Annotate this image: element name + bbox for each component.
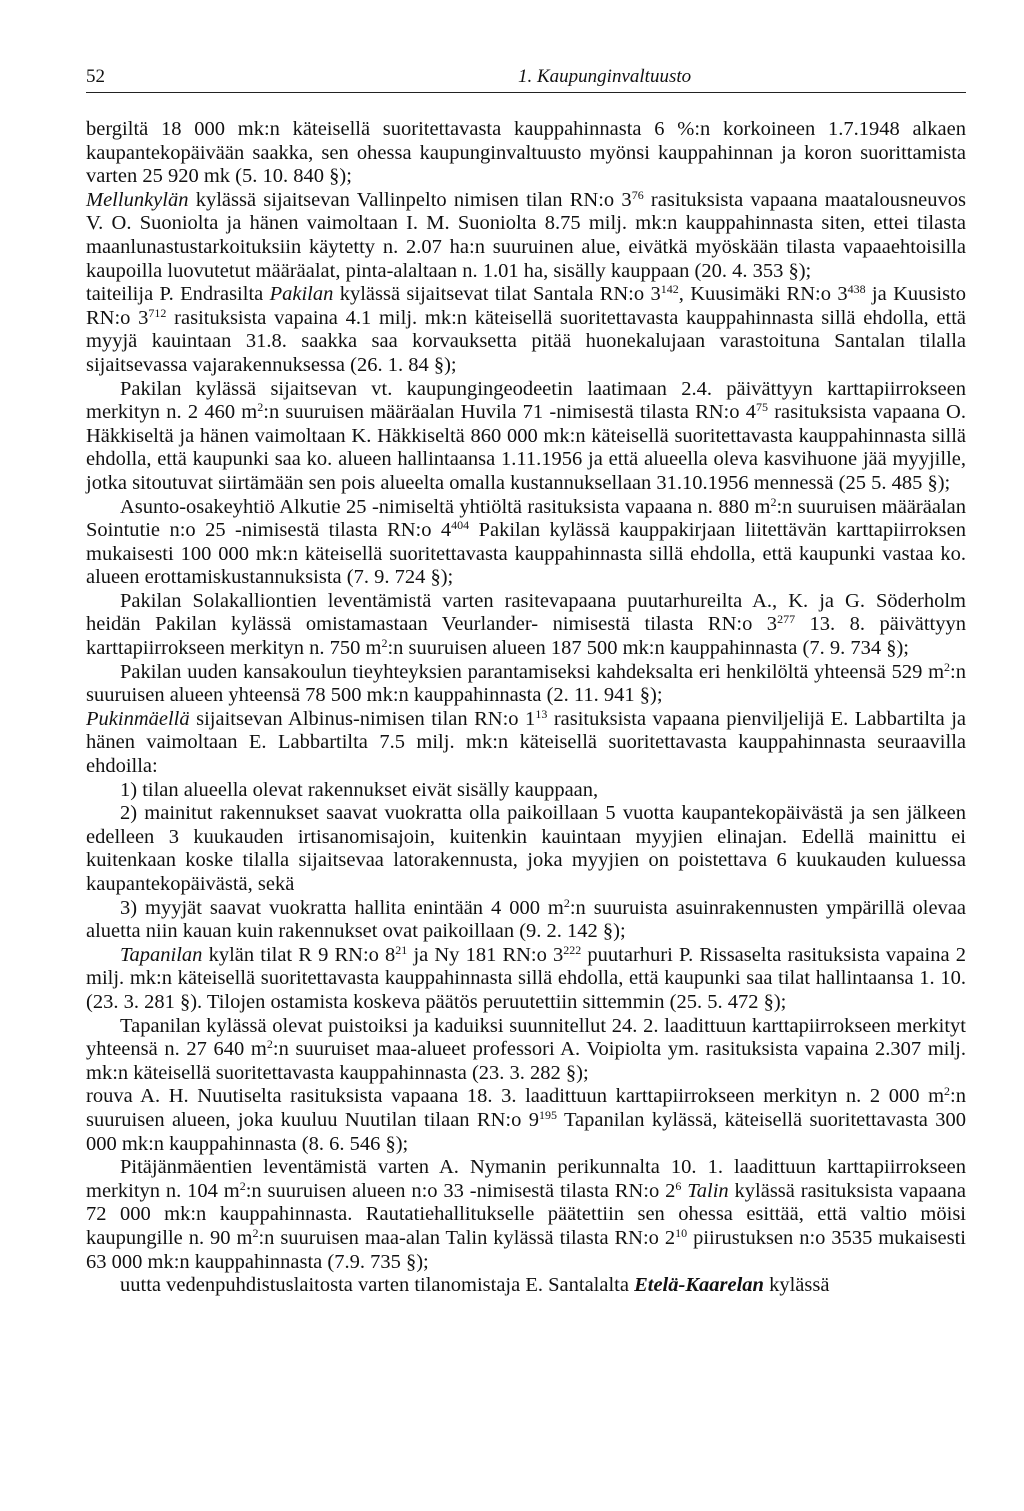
paragraph: Pakilan Solakalliontien leventämistä varten rasitevapaana puutarhureilta A., K. ja G. Söderholm heidän Pakilan kylässä omistamastaan Veurlander- nimisestä tilasta RN:o $3^{277}$ 13. 8. päivättyyn karttapiirrokseen merkityn n. 750 $m^2:n$ suuruisen alueen 187 500 mk:n kauppahinnasta (7. 9. 734 §); [86,589,966,660]
paragraph: uutta vedenpuhdistuslaitosta varten tilanomistaja E. Santalalta Etelä-Kaarelan kylässä [120,1274,830,1297]
paragraph: Tapanilan kylän tilat R 9 RN:o $8^{21}$ ja Ny 181 RN:o $3^{222}$ puutarhuri P. Rissaselta rasituksista vapaina 2 milj. mk:n käteisellä suoritettavasta kauppahinnasta sillä ehdolla, että kaupunki saa tilat hallintaansa 1. 10. (23. 3. 281 §). Tilojen ostamista koskeva päätös peruutettiin sittemmin (25. 5. 472 §); [86,942,966,1013]
paragraph: Pakilan kylässä sijaitsevan vt. kaupungingeodeetin laatimaan 2.4. päivättyyn karttapiirrokseen merkityn n. 2 460 $m^2:n$ suuruisen määräalan Huvila 71 -nimisestä tilasta RN:o $4^{75}$ rasituksista vapaana O. Häkkiseltä ja hänen vaimoltaan K. Häkkiseltä 860 000 mk:n käteisellä suoritettavasta kauppahinnasta sillä ehdolla, että kaupunki saa ko. alueen hallintaansa 1.11.1956 ja että alueella oleva kasvihuone jää myyjille, jotka sitoutuvat siirtämään sen pois alueelta omalla kustannuksellaan 31.10.1956 mennessä (25 5. 485 §); [86,377,966,494]
paragraph: Pakilan uuden kansakoulun tieyhteyksien parantamiseksi kahdeksalta eri henkilöltä yhteensä 529 $m^2:n$ suuruisen alueen yhteensä 78 500 mk:n kauppahinnasta (2. 11. 941 §); [86,659,966,707]
running-title: 1. Kaupunginvaltuusto [518,66,692,87]
paragraph: rouva A. H. Nuutiselta rasituksista vapaana 18. 3. laadittuun karttapiirrokseen merkityn n. 2 000 $m^2:n$ suuruisen alueen, joka kuuluu Nuutilan tilaan RN:o $9^{195}$ Tapanilan kylässä, käteisellä suoritettavasta 300 000 mk:n kauppahinnasta (8. 6. 546 §); [86,1084,966,1155]
list-item: 3) myyjät saavat vuokratta hallita enintään 4 000 $m^2:n$ suuruista asuinrakennusten ympärillä olevaa aluetta niin kauan kuin rakennukset ovat paikoillaan (9. 2. 142 §); [86,895,966,943]
paragraph: taiteilija P. Endrasilta Pakilan kylässä sijaitsevat tilat Santala RN:o $3^{142}$, Kuusimäki RN:o $3^{438}$ ja Kuusisto RN:o $3^{712}$ rasituksista vapaina 4.1 milj. mk:n käteisellä suoritettavasta kauppahinnasta sillä ehdolla, että myyjä kauintaan 31.8. saakka saa korvauksetta pitää huonekalujaan varastoituna Santalan tilalla sijaitsevassa vajarakennuksessa (26. 1. 84 §); [86,282,966,376]
paragraph: Tapanilan kylässä olevat puistoiksi ja kaduiksi suunnitellut 24. 2. laadittuun karttapiirrokseen merkityt yhteensä n. 27 640 $m^2:n$ suuruiset maa-alueet professori A. Voipiolta ym. rasituksista vapaina 2.307 milj. mk:n käteisellä suoritettavasta kauppahinnasta (23. 3. 282 §); [86,1014,966,1084]
paragraph: Asunto-osakeyhtiö Alkutie 25 -nimiseltä yhtiöltä rasituksista vapaana n. 880 $m^2:n$ suuruisen määräalan Sointutie n:o 25 -nimisestä tilasta RN:o $4^{404}$ Pakilan kylässä kauppakirjaan liitettävän karttapiirroksen mukaisesti 100 000 mk:n käteisellä suoritettavasta kauppahinnasta sillä ehdolla, että kaupunki vastaa ko. alueen erottamiskustannuksista (7. 9. 724 §); [86,494,966,589]
page-number: 52 [86,66,105,87]
paragraph: Pitäjänmäentien leventämistä varten A. Nymanin perikunnalta 10. 1. laadittuun karttapiirrokseen merkityn n. 104 $m^2:n$ suuruisen alueen n:o 33 -nimisestä tilasta RN:o $2^6$ Talin kylässä rasituksista vapaana 72 000 mk:n kauppahinnasta. Rautatiehallitukselle päätettiin sen ohessa esittää, että valtio möisi kaupungille n. 90 $m^2:n$ suuruisen maa-alan Talin kylässä tilasta RN:o $2^{10}$ piirustuksen n:o 3535 mukaisesti 63 000 mk:n kauppahinnasta (7.9. 735 §); [86,1156,967,1273]
body-text [86,118,966,1298]
paragraph: Mellunkylän kylässä sijaitsevan Vallinpelto nimisen tilan RN:o $3^{76}$ rasituksista vapaana maatalousneuvos V. O. Suoniolta ja hänen vaimoltaan I. M. Suoniolta 8.75 milj. mk:n kauppahinnasta siten, ettei tilasta maanlunastustarkoituksiin käytetty n. 2.07 ha:n suuruinen alue, eivätkä myöskään tilasta vapaaehtoisilla kaupoilla luovutetut määräalat, pinta-alaltaan n. 1.01 ha, sisälly kauppaan (20. 4. 353 §); [86,187,966,282]
page-header [86,58,966,93]
list-item: 2) mainitut rakennukset saavat vuokratta olla paikoillaan 5 vuotta kaupantekopäivästä ja sen jälkeen edelleen 3 kuukauden irtisanomisajoin, kuitenkin kauintaan myyjien elinajan. Edellä mainittu ei kuitenkaan koske tilalla sijaitsevaa latorakennusta, joka myyjien on poistettava 6 kuukauden kuluessa kaupantekopäivästä, sekä [86,802,966,895]
paragraph: Pukinmäellä sijaitsevan Albinus-nimisen tilan RN:o $1^{13}$ rasituksista vapaana pienviljelijä E. Labbartilta ja hänen vaimoltaan E. Labbartilta 7.5 milj. mk:n käteisellä suoritettavasta kauppahinnasta seuraavilla ehdoilla: [86,706,966,778]
list-item: 1) tilan alueella olevat rakennukset eivät sisälly kauppaan, [120,778,599,801]
paragraph: bergiltä 18 000 mk:n käteisellä suoritettavasta kauppahinnasta 6 %:n korkoineen 1.7.1948 alkaen kaupantekopäivään saakka, sen ohessa kaupunginvaltuusto myönsi kauppahinnan ja koron suorittamista varten 25 920 mk (5. 10. 840 §); [86,118,966,188]
